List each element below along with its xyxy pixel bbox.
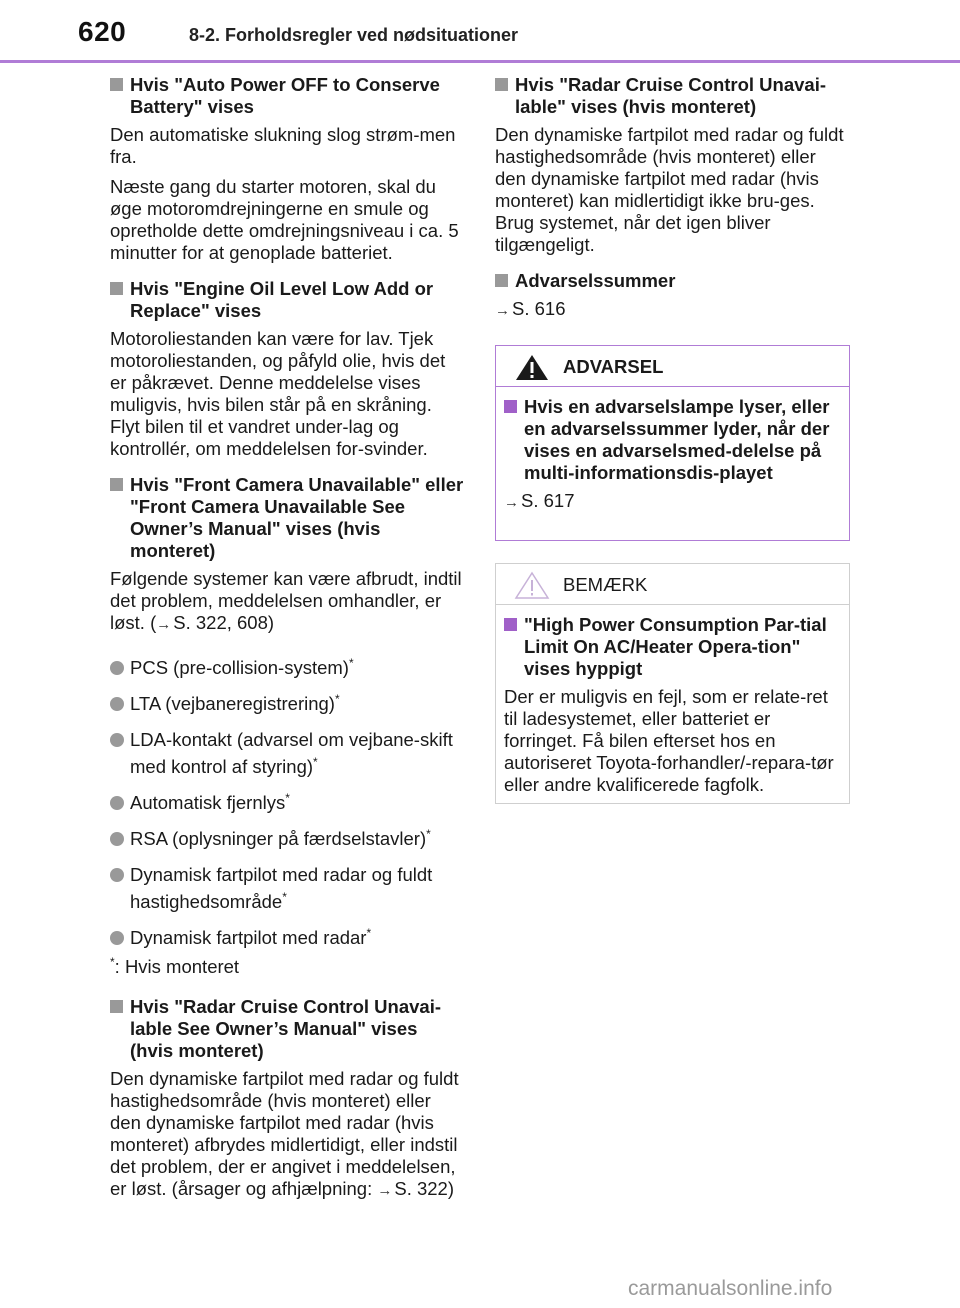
footnote: *: Hvis monteret xyxy=(110,954,240,977)
square-bullet-icon xyxy=(504,618,517,631)
page-reference[interactable]: S. 617 xyxy=(521,490,575,511)
note-box-title: BEMÆRK xyxy=(496,564,849,605)
arrow-right-icon: → xyxy=(377,1182,393,1199)
square-bullet-icon xyxy=(110,1000,123,1013)
arrow-right-icon: → xyxy=(495,302,510,319)
list-item: LTA (vejbaneregistrering)* xyxy=(110,690,465,717)
section-heading: Hvis "Auto Power OFF to Conserve Battery" vises xyxy=(110,74,465,118)
header-rule xyxy=(0,60,960,63)
list-item: Automatisk fjernlys* xyxy=(110,789,465,816)
section-heading: Hvis "Radar Cruise Control Unavai-lable See Owner’s Manual" vises (hvis monteret) xyxy=(110,996,465,1062)
arrow-right-icon: → xyxy=(156,616,172,633)
paragraph: Den dynamiske fartpilot med radar og fuldt hastighedsområde (hvis monteret) eller den dynamiske fartpilot med radar (hvis monteret) kan midlertidigt ikke bru-ges. Brug systemet, når det igen bliver tilgængeligt. xyxy=(495,124,844,255)
list-item: RSA (oplysninger på færdselstavler)* xyxy=(110,825,465,852)
square-bullet-icon xyxy=(110,478,123,491)
right-column xyxy=(495,74,850,330)
square-bullet-icon xyxy=(504,400,517,413)
square-bullet-icon xyxy=(110,78,123,91)
warning-box-title: ADVARSEL xyxy=(496,346,849,387)
paragraph: Følgende systemer kan være afbrudt, indtil det problem, meddelelsen omhandler, er løst. (→ S. 322, 608) xyxy=(110,568,465,636)
paragraph xyxy=(504,490,839,514)
bullet-dot-icon xyxy=(110,868,124,882)
bullet-dot-icon xyxy=(110,661,124,675)
warning-box xyxy=(495,345,850,541)
warning-triangle-icon xyxy=(514,353,550,381)
page-number: 620 xyxy=(78,16,127,47)
watermark: carmanualsonline.info xyxy=(628,1277,833,1300)
paragraph: Motoroliestanden kan være for lav. Tjek motoroliestanden, og påfyld olie, hvis det er påkrævet. Denne meddelelse vises muligvis, hvis bilen står på en skråning. Flyt bilen til et vandret under-lag og kontrollér, om meddelelsen for-svinder. xyxy=(110,328,446,459)
paragraph: Der er muligvis en fejl, som er relate-ret til ladesystemet, eller batteriet er forringet. Få bilen efterset hos en autoriseret Toyota-forhandler/-repara-tør eller andre kvalificerede fagfolk. xyxy=(504,686,834,795)
page-reference[interactable]: S. 322) xyxy=(394,1178,455,1199)
section-heading: Hvis "Engine Oil Level Low Add or Replace" vises xyxy=(110,278,465,322)
bullet-dot-icon xyxy=(110,832,124,846)
square-bullet-icon xyxy=(110,282,123,295)
list-item: Dynamisk fartpilot med radar* xyxy=(110,924,465,951)
bullet-dot-icon xyxy=(110,697,124,711)
section-heading: Advarselssummer xyxy=(495,270,850,292)
bullet-dot-icon xyxy=(110,733,124,747)
note-heading: "High Power Consumption Par-tial Limit On AC/Heater Opera-tion" vises hyppigt xyxy=(504,614,839,680)
section-heading: Hvis "Front Camera Unavailable" eller "Front Camera Unavailable See Owner’s Manual" vises (hvis monteret) xyxy=(110,474,465,562)
page-reference[interactable]: S. 616 xyxy=(512,298,566,319)
paragraph xyxy=(495,298,850,322)
list-item: Dynamisk fartpilot med radar og fuldt hastighedsområde* xyxy=(110,861,465,915)
caution-triangle-icon xyxy=(514,571,550,599)
bullet-dot-icon xyxy=(110,931,124,945)
paragraph: Den automatiske slukning slog strøm-men fra. xyxy=(110,124,456,167)
square-bullet-icon xyxy=(495,274,508,287)
page-reference[interactable]: S. 322, 608) xyxy=(173,612,275,633)
left-column xyxy=(110,74,465,1210)
paragraph: Den dynamiske fartpilot med radar og fuldt hastighedsområde (hvis monteret) eller den dynamiske fartpilot med radar (hvis monteret) afbrydes midlertidigt, eller indstil det problem, der er angivet i meddelelsen, er løst. (årsager og afhjælpning: → S. 322) xyxy=(110,1068,465,1202)
warning-heading: Hvis en advarselslampe lyser, eller en advarselssummer lyder, når der vises en advarselsmed-delelse på multi-informationsdis-playet xyxy=(504,396,839,484)
arrow-right-icon: → xyxy=(504,494,519,511)
section-heading: Hvis "Radar Cruise Control Unavai-lable" vises (hvis monteret) xyxy=(495,74,850,118)
list-item: PCS (pre-collision-system)* xyxy=(110,654,465,681)
list-item: LDA-kontakt (advarsel om vejbane-skift med kontrol af styring)* xyxy=(110,726,465,780)
section-title: 8-2. Forholdsregler ved nødsituationer xyxy=(189,25,519,45)
square-bullet-icon xyxy=(495,78,508,91)
page-header xyxy=(0,0,960,64)
note-box xyxy=(495,563,850,804)
paragraph: Næste gang du starter motoren, skal du øge motoromdrejningerne en smule og opretholde dette omdrejningsniveau i ca. 5 minutter for at genoplade batteriet. xyxy=(110,176,459,263)
bullet-dot-icon xyxy=(110,796,124,810)
